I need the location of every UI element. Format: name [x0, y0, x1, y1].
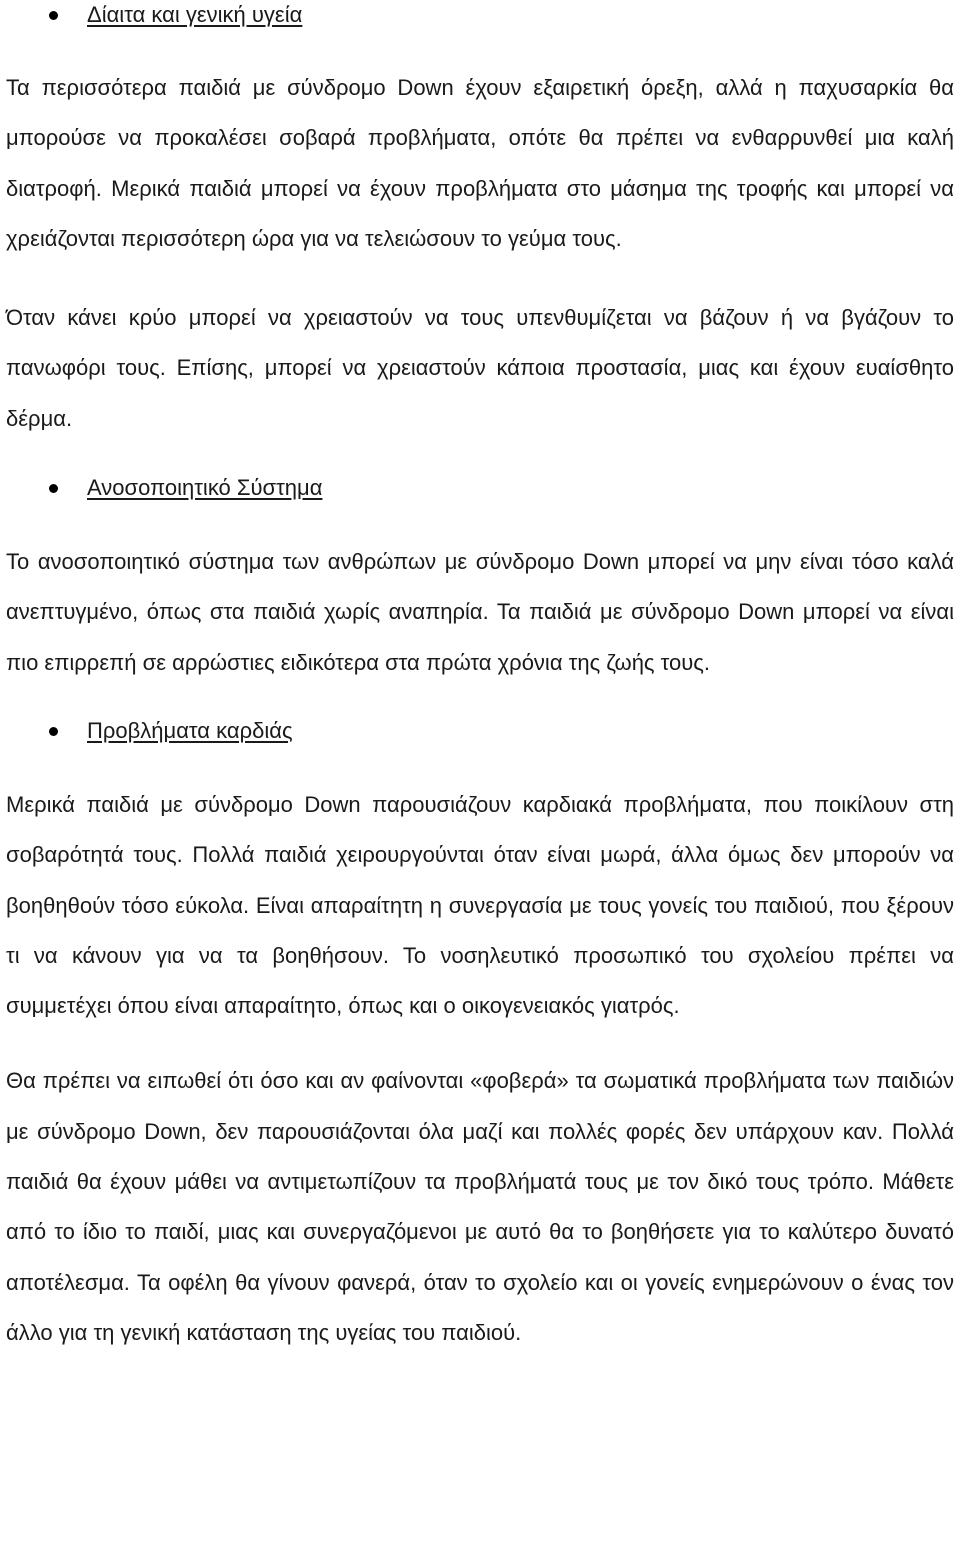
bullet-icon: [49, 11, 58, 20]
document-page: [6, 0, 954, 1358]
paragraph-diet-1: Τα περισσότερα παιδιά με σύνδρομο Down έχουν εξαιρετική όρεξη, αλλά η παχυσαρκία θα μπορούσε να προκαλέσει σοβαρά προβλήματα, οπότε θα πρέπει να ενθαρρυνθεί μια καλή διατροφή. Μερικά παιδιά μπορεί να έχουν προβλήματα στο μάσημα της τροφής και μπορεί να χρειάζονται περισσότερη ώρα για να τελειώσουν το γεύμα τους.: [6, 75, 954, 251]
bullet-icon: [49, 727, 58, 736]
paragraph-immune: Το ανοσοποιητικό σύστημα των ανθρώπων με σύνδρομο Down μπορεί να μην είναι τόσο καλά ανεπτυγμένο, όπως στα παιδιά χωρίς αναπηρία. Τα παιδιά με σύνδρομο Down μπορεί να είναι πιο επιρρεπή σε αρρώστιες ειδικότερα στα πρώτα χρόνια της ζωής τους.: [6, 549, 954, 675]
section-heading-immune: [6, 474, 954, 524]
paragraph-heart-1: Μερικά παιδιά με σύνδρομο Down παρουσιάζουν καρδιακά προβλήματα, που ποικίλουν στη σοβαρότητά τους. Πολλά παιδιά χειρουργούνται όταν είναι μωρά, άλλα όμως δεν μπορούν να βοηθηθούν τόσο εύκολα. Είναι απαραίτητη η συνεργασία με τους γονείς του παιδιού, που ξέρουν τι να κάνουν για να τα βοηθήσουν. Το νοσηλευτικό προσωπικό του σχολείου πρέπει να συμμετέχει όπου είναι απαραίτητο, όπως και ο οικογενειακός γιατρός.: [6, 791, 954, 1019]
section-heading-heart: [6, 717, 954, 767]
paragraph-heart-2: Θα πρέπει να ειπωθεί ότι όσο και αν φαίνονται «φοβερά» τα σωματικά προβλήματα των παιδιών με σύνδρομο Down, δεν παρουσιάζονται όλα μαζί και πολλές φορές δεν υπάρχουν καν. Πολλά παιδιά θα έχουν μάθει να αντιμετωπίζουν τα προβλήματά τους με τον δικό τους τρόπο. Μάθετε από το ίδιο το παιδί, μιας και συνεργαζόμενοι με αυτό θα το βοηθήσετε για το καλύτερο δυνατό αποτέλεσμα. Τα οφέλη θα γίνουν φανερά, όταν το σχολείο και οι γονείς ενημερώνουν ο ένας τον άλλο για τη γενική κατάσταση της υγείας του παιδιού.: [6, 1068, 954, 1345]
paragraph-diet-2: Όταν κάνει κρύο μπορεί να χρειαστούν να τους υπενθυμίζεται να βάζουν ή να βγάζουν το πανωφόρι τους. Επίσης, μπορεί να χρειαστούν κάποια προστασία, μιας και έχουν ευαίσθητο δέρμα.: [6, 305, 954, 431]
heading-title: Δίαιτα και γενική υγεία: [87, 2, 303, 27]
bullet-icon: [49, 484, 58, 493]
section-heading-diet: [6, 1, 954, 51]
heading-title: Ανοσοποιητικό Σύστημα: [87, 475, 323, 501]
heading-title: Προβλήματα καρδιάς: [87, 717, 293, 743]
